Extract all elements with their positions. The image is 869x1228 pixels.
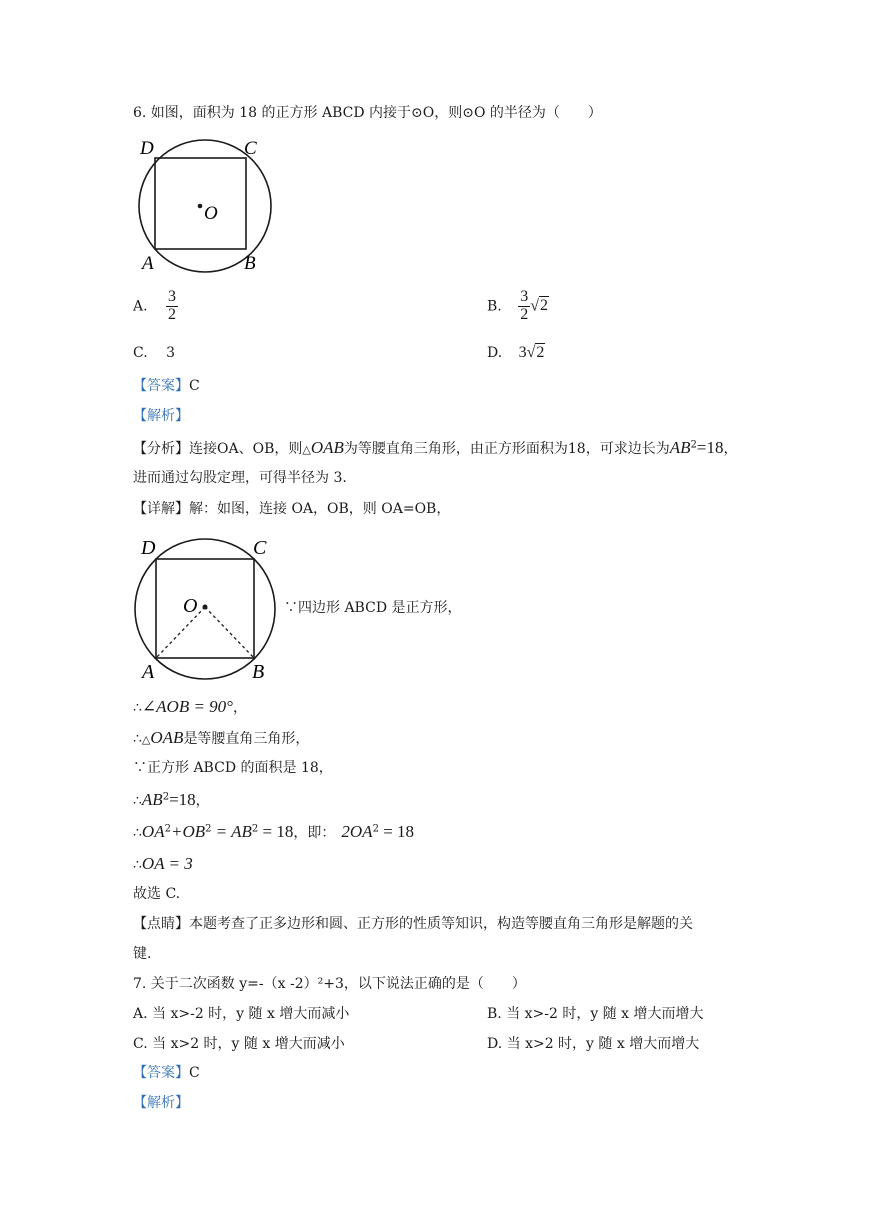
q6-dianjing: 【点睛】本题考查了正多边形和圆、正方形的性质等知识，构造等腰直角三角形是解题的关 (133, 916, 693, 932)
q6-option-b: B. $\frac{3}{2}$ √2 (487, 288, 548, 323)
square-abcd (155, 158, 246, 249)
fig2-label-o: O (183, 595, 198, 617)
fig1-label-b: B (244, 253, 256, 274)
center-dot (198, 204, 203, 209)
fig2-label-c: C (253, 537, 267, 559)
q7-option-d: D. 当 x>2 时，y 随 x 增大而增大 (487, 1036, 700, 1052)
q6-step1: ∴∠AOB = 90°， (133, 697, 247, 716)
q6-stem: 6. 如图，面积为 18 的正方形 ABCD 内接于⊙O，则⊙O 的半径为（ ） (133, 105, 602, 121)
q6-jiexi-tag: 【解析】 (133, 408, 189, 424)
q6-because2: ∵正方形 ABCD 的面积是 18， (133, 760, 333, 776)
q6-dianjing-line2: 键. (133, 946, 152, 962)
fig2-label-a: A (142, 661, 155, 683)
segment-ob (205, 607, 254, 658)
fig2-label-d: D (141, 537, 156, 559)
segment-oa (156, 607, 205, 658)
q6-figure-solution (132, 532, 288, 684)
q6-fenxi: 【分析】连接OA、OB，则△OAB为等腰直角三角形，由正方形面积为18，可求边长为$AB^2=18$， (133, 438, 738, 457)
q6-xiangjie: 【详解】解：如图，连接 OA，OB，则 OA=OB， (133, 501, 451, 517)
q6-conclude: 故选 C. (133, 886, 181, 902)
q7-option-b: B. 当 x>-2 时，y 随 x 增大而增大 (487, 1006, 704, 1022)
q7-option-c: C. 当 x>2 时，y 随 x 增大而减小 (133, 1036, 345, 1052)
q7-stem: 7. 关于二次函数 y=-（x -2）²+3，以下说法正确的是（ ） (133, 976, 526, 992)
q6-option-d: D. 3√2 (487, 344, 545, 361)
q6-step2: ∴△OAB是等腰直角三角形， (133, 728, 310, 747)
fraction-3-2: $\frac{3}{2}$ (168, 288, 177, 323)
q6-option-a: A. $\frac{3}{2}$ (133, 288, 177, 323)
q7-option-a: A. 当 x>-2 时，y 随 x 增大而减小 (133, 1006, 350, 1022)
fig1-label-o: O (204, 203, 218, 224)
q6-option-c: C. 3 (133, 345, 176, 361)
fig2-label-b: B (252, 661, 265, 683)
q6-step5: ∴OA = 3 (133, 854, 193, 873)
q6-answer: 【答案】C (133, 378, 200, 394)
q6-fenxi-line2: 进而通过勾股定理，可得半径为 3. (133, 470, 347, 486)
q6-because1: ∵四边形 ABCD 是正方形， (284, 600, 462, 616)
center-dot (203, 605, 208, 610)
q7-jiexi-tag: 【解析】 (133, 1095, 189, 1111)
fig1-label-a: A (142, 253, 154, 274)
fig1-label-d: D (140, 138, 154, 159)
q7-answer: 【答案】C (133, 1065, 200, 1081)
sqrt-2: √2 (530, 297, 548, 315)
fraction-3-2: $\frac{3}{2}$ (520, 288, 529, 323)
fig1-label-c: C (244, 138, 257, 159)
q6-step3: $\therefore AB^2=18$， (133, 790, 210, 809)
q6-step4: $\therefore OA^2+OB^2 = AB^2 = 18$，即： $2OA^2 = 18$ (133, 822, 415, 841)
q6-figure-square-in-circle (132, 134, 282, 276)
sqrt-2: √2 (526, 344, 545, 361)
